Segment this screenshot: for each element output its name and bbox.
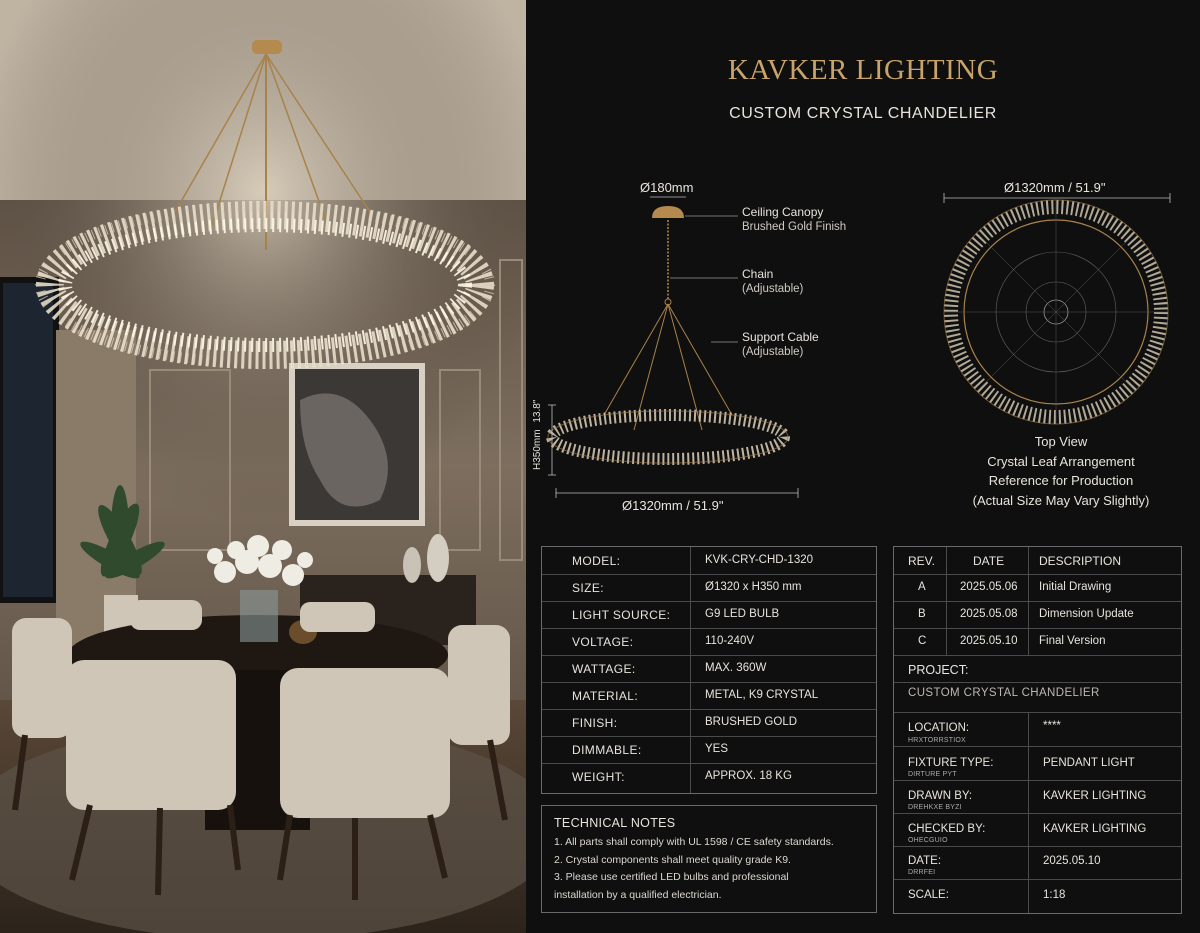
spec-key: VOLTAGE:	[572, 635, 634, 649]
field-ghost: HRXTORRSTIOX	[908, 737, 966, 744]
title-block	[893, 546, 1182, 914]
rev-desc: Final Version	[1039, 635, 1106, 647]
top-view-caption	[956, 432, 1166, 510]
rev-header: REV.	[908, 554, 935, 568]
rev-code: C	[918, 635, 927, 647]
sheet-subtitle: CUSTOM CRYSTAL CHANDELIER	[729, 105, 997, 122]
spec-sheet	[526, 0, 1200, 933]
rev-code: B	[918, 608, 926, 620]
spec-row	[542, 709, 876, 737]
project-label: PROJECT:	[908, 663, 969, 677]
spec-value: MAX. 360W	[705, 662, 767, 674]
technical-notes	[541, 805, 877, 913]
spec-value: 110-240V	[705, 635, 755, 647]
top-view-line: Crystal Leaf Arrangement	[987, 453, 1135, 469]
notes-title: TECHNICAL NOTES	[554, 816, 676, 830]
note-item: 2. Crystal components shall meet quality grade K9.	[554, 853, 791, 866]
top-view-drawing	[944, 200, 1168, 424]
rev-code: A	[918, 581, 926, 593]
field-key: SCALE:	[908, 889, 949, 901]
rev-date: 2025.05.10	[960, 635, 1018, 647]
spec-row	[542, 655, 876, 683]
canopy-label-title: Ceiling Canopy	[742, 205, 824, 219]
field-value: KAVKER LIGHTING	[1043, 823, 1147, 835]
project-value: CUSTOM CRYSTAL CHANDELIER	[908, 687, 1100, 699]
field-key: FIXTURE TYPE:	[908, 757, 994, 769]
canopy-dimension: Ø180mm	[640, 180, 694, 195]
field-ghost: DREHKXE BYZI	[908, 804, 962, 811]
chain-label-sub: (Adjustable)	[742, 283, 804, 295]
top-view-line: (Actual Size May Vary Slightly)	[972, 492, 1150, 508]
spec-value: G9 LED BULB	[705, 608, 780, 620]
date-header: DATE	[973, 554, 1005, 568]
spec-value: Ø1320 x H350 mm	[705, 581, 802, 593]
description-header: DESCRIPTION	[1039, 554, 1122, 568]
height-dimension-mm: H350mm	[532, 429, 543, 470]
spec-row	[542, 736, 876, 764]
spec-table	[541, 546, 877, 794]
canopy-label	[742, 205, 846, 235]
dining-room-illustration	[0, 0, 526, 933]
field-value: ****	[1043, 720, 1061, 732]
spec-row	[542, 601, 876, 629]
field-value: 2025.05.10	[1043, 855, 1101, 867]
spec-key: DIMMABLE:	[572, 743, 642, 757]
spec-key: MATERIAL:	[572, 689, 639, 703]
rev-date: 2025.05.08	[960, 608, 1018, 620]
crystal-ring-side	[552, 415, 784, 459]
spec-key: SIZE:	[572, 581, 605, 595]
spec-key: LIGHT SOURCE:	[572, 608, 671, 622]
spec-key: WATTAGE:	[572, 662, 636, 676]
field-value: 1:18	[1043, 889, 1066, 901]
spec-key: WEIGHT:	[572, 770, 625, 784]
spec-row	[542, 682, 876, 710]
spec-row	[542, 547, 876, 575]
field-value: PENDANT LIGHT	[1043, 757, 1135, 769]
field-value: KAVKER LIGHTING	[1043, 790, 1147, 802]
field-key: DRAWN BY:	[908, 790, 973, 802]
spec-row	[542, 763, 876, 790]
note-item: 3. Please use certified LED bulbs and professional	[554, 871, 789, 883]
top-dimension: Ø1320mm / 51.9"	[1004, 180, 1106, 195]
note-item: 1. All parts shall comply with UL 1598 / CE safety standards.	[554, 836, 834, 848]
cable-label-title: Support Cable	[742, 330, 819, 344]
width-dimension: Ø1320mm / 51.9"	[622, 498, 724, 513]
field-ghost: DIRTURE PYT	[908, 771, 957, 778]
field-key: LOCATION:	[908, 722, 970, 734]
chain-label-title: Chain	[742, 267, 774, 281]
field-key: CHECKED BY:	[908, 823, 986, 835]
canopy-label-sub: Brushed Gold Finish	[742, 221, 847, 233]
rev-desc: Dimension Update	[1039, 608, 1134, 620]
spec-row	[542, 628, 876, 656]
height-dimension-in: 13.8"	[532, 399, 543, 423]
spec-key: MODEL:	[572, 554, 621, 568]
room-photo	[0, 0, 526, 933]
spec-value: KVK-CRY-CHD-1320	[705, 554, 814, 566]
top-view-line: Top View	[1034, 434, 1088, 449]
spec-value: YES	[705, 743, 729, 755]
chain-label	[742, 267, 803, 297]
canopy-shape	[652, 206, 684, 218]
spec-value: METAL, K9 CRYSTAL	[705, 689, 819, 701]
field-ghost: DRRFEI	[908, 869, 936, 876]
rev-date: 2025.05.06	[960, 581, 1018, 593]
cable-label	[742, 330, 819, 360]
brand-title: KAVKER LIGHTING	[727, 54, 999, 86]
spec-row	[542, 574, 876, 602]
rev-desc: Initial Drawing	[1039, 581, 1112, 593]
spec-value: BRUSHED GOLD	[705, 716, 798, 728]
spec-key: FINISH:	[572, 716, 618, 730]
cable-label-sub: (Adjustable)	[742, 346, 804, 358]
height-dimension	[532, 400, 543, 470]
spec-value: APPROX. 18 KG	[705, 770, 792, 782]
top-view-line: Reference for Production	[988, 473, 1134, 488]
note-item: installation by a qualified electrician.	[554, 888, 722, 901]
field-ghost: OHECGUIO	[908, 837, 948, 844]
field-key: DATE:	[908, 855, 942, 867]
